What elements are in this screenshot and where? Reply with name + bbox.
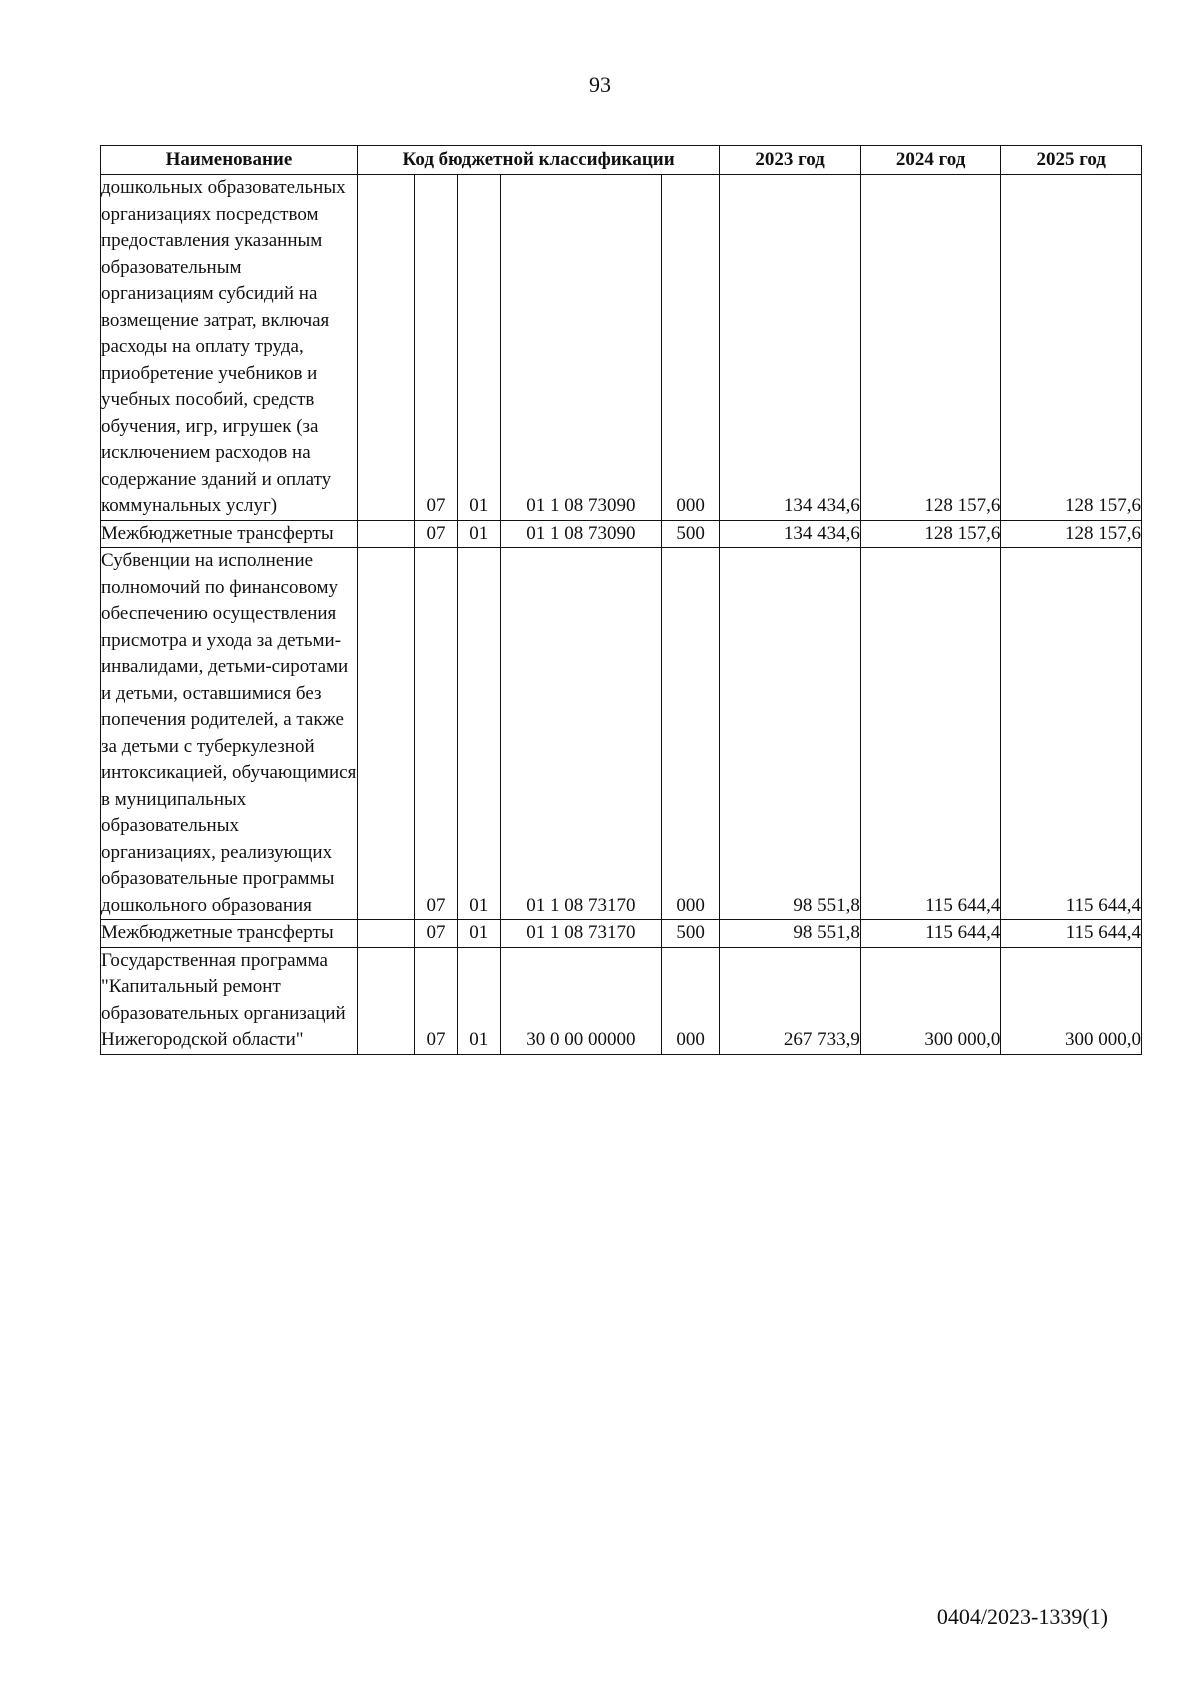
code-target-article: 30 0 00 00000	[500, 947, 661, 1054]
header-2025: 2025 год	[1001, 146, 1142, 175]
table-row	[101, 947, 1142, 1054]
header-2023: 2023 год	[720, 146, 861, 175]
code-subsection: 01	[457, 520, 500, 548]
table-row	[101, 548, 1142, 920]
code-part-1	[357, 548, 414, 920]
code-subsection: 01	[457, 947, 500, 1054]
value-2024: 128 157,6	[860, 175, 1001, 521]
row-name: Межбюджетные трансферты	[101, 520, 358, 548]
code-expense-type: 500	[662, 520, 720, 548]
value-2023: 134 434,6	[720, 175, 861, 521]
code-expense-type: 000	[662, 548, 720, 920]
code-target-article: 01 1 08 73170	[500, 548, 661, 920]
value-2024: 128 157,6	[860, 520, 1001, 548]
code-section: 07	[415, 947, 458, 1054]
code-subsection: 01	[457, 920, 500, 948]
page-number: 93	[589, 72, 611, 97]
code-subsection: 01	[457, 175, 500, 521]
document-id: 0404/2023-1339(1)	[936, 1604, 1108, 1629]
code-section: 07	[415, 520, 458, 548]
value-2025: 115 644,4	[1001, 920, 1142, 948]
table-header-row	[101, 146, 1142, 175]
value-2023: 98 551,8	[720, 548, 861, 920]
code-section: 07	[415, 920, 458, 948]
code-target-article: 01 1 08 73090	[500, 175, 661, 521]
value-2024: 115 644,4	[860, 548, 1001, 920]
value-2024: 300 000,0	[860, 947, 1001, 1054]
header-name: Наименование	[101, 146, 358, 175]
value-2025: 300 000,0	[1001, 947, 1142, 1054]
code-section: 07	[415, 175, 458, 521]
row-name: Государственная программа "Капитальный ремонт образовательных организаций Нижегородской области"	[101, 947, 358, 1054]
value-2025: 115 644,4	[1001, 548, 1142, 920]
table-row	[101, 520, 1142, 548]
row-name: дошкольных образовательных организациях посредством предоставления указанным образовательным организациям субсидий на возмещение затрат, включая расходы на оплату труда, приобретение учебников и учебных пособий, средств обучения, игр, игрушек (за исключением расходов на содержание зданий и оплату коммунальных услуг)	[101, 175, 358, 521]
value-2025: 128 157,6	[1001, 175, 1142, 521]
value-2025: 128 157,6	[1001, 520, 1142, 548]
code-target-article: 01 1 08 73170	[500, 920, 661, 948]
row-name: Субвенции на исполнение полномочий по финансовому обеспечению осуществления присмотра и ухода за детьми-инвалидами, детьми-сиротами и детьми, оставшимися без попечения родителей, а также за детьми с туберкулезной интоксикацией, обучающимися в муниципальных образовательных организациях, реализующих образовательные программы дошкольного образования	[101, 548, 358, 920]
code-expense-type: 500	[662, 920, 720, 948]
code-target-article: 01 1 08 73090	[500, 520, 661, 548]
code-section: 07	[415, 548, 458, 920]
value-2024: 115 644,4	[860, 920, 1001, 948]
value-2023: 98 551,8	[720, 920, 861, 948]
code-expense-type: 000	[662, 175, 720, 521]
code-part-1	[357, 520, 414, 548]
header-2024: 2024 год	[860, 146, 1001, 175]
value-2023: 267 733,9	[720, 947, 861, 1054]
budget-table	[100, 145, 1142, 1055]
code-subsection: 01	[457, 548, 500, 920]
row-name: Межбюджетные трансферты	[101, 920, 358, 948]
code-part-1	[357, 175, 414, 521]
header-code: Код бюджетной классификации	[357, 146, 719, 175]
value-2023: 134 434,6	[720, 520, 861, 548]
table-row	[101, 920, 1142, 948]
code-part-1	[357, 920, 414, 948]
table-row	[101, 175, 1142, 521]
code-expense-type: 000	[662, 947, 720, 1054]
code-part-1	[357, 947, 414, 1054]
